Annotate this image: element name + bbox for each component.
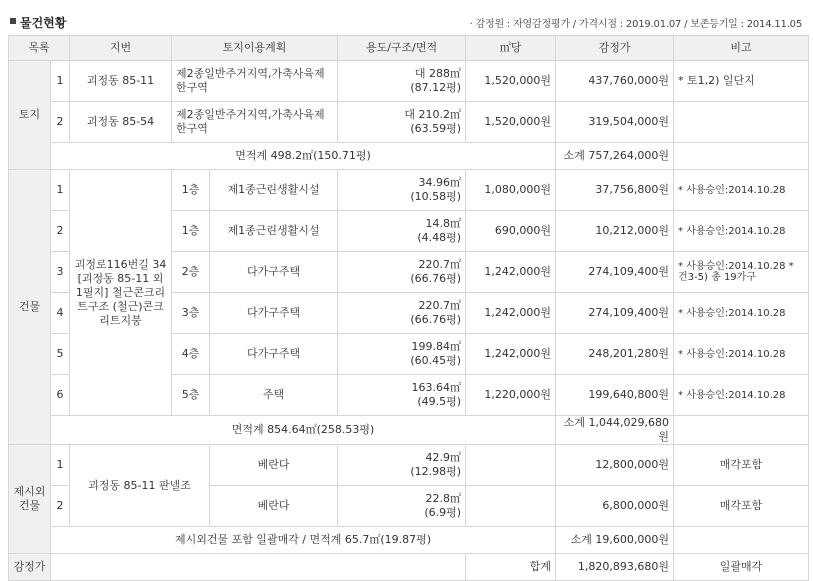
floor-cell: 3층 (172, 293, 210, 334)
land-subtotal: 소계 757,264,000원 (556, 143, 674, 170)
appraisal-category: 감정가 (9, 554, 51, 581)
use-cell: 제1종근린생활시설 (210, 211, 338, 252)
table-row (9, 170, 809, 211)
subtotal-row (9, 143, 809, 170)
price-cell: 12,800,000원 (556, 445, 674, 486)
empty-cell (674, 416, 809, 445)
use-cell: 다가구주택 (210, 252, 338, 293)
per-m2-cell: 1,080,000원 (466, 170, 556, 211)
empty-cell (674, 527, 809, 554)
use-cell: 다가구주택 (210, 334, 338, 375)
col-header-per-m2: ㎡당 (466, 36, 556, 61)
subtotal-row (9, 527, 809, 554)
note-cell: * 사용승인:2014.10.28 (674, 334, 809, 375)
extra-building-category: 제시외건물 (9, 445, 51, 554)
note-cell: 매각포함 (674, 486, 809, 527)
pyeong-value: (49.5평) (417, 395, 462, 408)
land-plan-cell: 제2종일반주거지역,가축사육제한구역 (172, 61, 338, 102)
use-cell: 베란다 (210, 445, 338, 486)
per-m2-cell: 1,242,000원 (466, 334, 556, 375)
area-cell (338, 334, 466, 375)
per-m2-cell: 1,242,000원 (466, 293, 556, 334)
area-value: 14.8㎡ (425, 217, 462, 230)
area-cell (338, 61, 466, 102)
appraisal-meta: · 감정원 : 자영감정평가 / 가격시점 : 2019.01.07 / 보존등기일 : 2014.11.05 (469, 19, 802, 30)
note-cell: * 사용승인:2014.10.28 (674, 170, 809, 211)
floor-cell: 5층 (172, 375, 210, 416)
price-cell: 248,201,280원 (556, 334, 674, 375)
use-cell: 다가구주택 (210, 293, 338, 334)
extra-subtotal: 소계 19,600,000원 (556, 527, 674, 554)
area-cell (338, 170, 466, 211)
col-header-appraisal: 감정가 (556, 36, 674, 61)
note-cell (674, 102, 809, 143)
table-row (9, 61, 809, 102)
area-value: 34.96㎡ (418, 176, 462, 189)
per-m2-cell: 1,520,000원 (466, 102, 556, 143)
col-header-land-plan: 토지이용계획 (172, 36, 338, 61)
extra-area-total: 제시외건물 포함 일괄매각 / 면적계 65.7㎡(19.87평) (51, 527, 556, 554)
note-cell: * 사용승인:2014.10.28 (674, 375, 809, 416)
extra-building-address: 괴정동 85-11 판넬조 (70, 445, 210, 527)
empty-cell (51, 554, 466, 581)
row-number: 3 (51, 252, 70, 293)
building-area-total: 면적계 854.64㎡(258.53평) (51, 416, 556, 445)
col-header-list: 목록 (9, 36, 70, 61)
subtotal-row (9, 416, 809, 445)
row-number: 2 (51, 102, 70, 143)
area-value: 대 288㎡ (414, 67, 462, 80)
floor-cell: 4층 (172, 334, 210, 375)
col-header-use-area: 용도/구조/면적 (338, 36, 466, 61)
table-row (9, 445, 809, 486)
col-header-jibun: 지번 (70, 36, 172, 61)
pyeong-value: (66.76평) (410, 313, 462, 326)
building-category: 건물 (9, 170, 51, 445)
pyeong-value: (4.48평) (417, 231, 462, 244)
per-m2-cell: 1,242,000원 (466, 252, 556, 293)
jibun-cell: 괴정동 85-11 (70, 61, 172, 102)
floor-cell: 1층 (172, 170, 210, 211)
use-cell: 주택 (210, 375, 338, 416)
total-value: 1,820,893,680원 (556, 554, 674, 581)
jibun-cell: 괴정동 85-54 (70, 102, 172, 143)
row-number: 2 (51, 486, 70, 527)
section-title: 물건현황 (20, 16, 67, 30)
per-m2-cell: 1,220,000원 (466, 375, 556, 416)
per-m2-cell: 690,000원 (466, 211, 556, 252)
area-cell (338, 252, 466, 293)
empty-cell (466, 445, 556, 486)
area-value: 22.8㎡ (425, 492, 462, 505)
bullet-icon (10, 18, 16, 24)
row-number: 6 (51, 375, 70, 416)
per-m2-cell: 1,520,000원 (466, 61, 556, 102)
total-row (9, 554, 809, 581)
note-cell: * 사용승인:2014.10.28 * 건3-5) 총 19가구 (674, 252, 809, 293)
total-note: 일괄매각 (674, 554, 809, 581)
land-area-total: 면적계 498.2㎡(150.71평) (51, 143, 556, 170)
price-cell: 37,756,800원 (556, 170, 674, 211)
area-cell (338, 211, 466, 252)
land-category: 토지 (9, 61, 51, 170)
row-number: 4 (51, 293, 70, 334)
building-address: 괴정로116번길 34 [괴정동 85-11 외 1필지] 철근콘크리트구조 (철근)콘크리트지붕 (70, 170, 172, 416)
area-value: 199.84㎡ (411, 340, 462, 353)
area-value: 대 210.2㎡ (404, 108, 462, 121)
area-value: 163.64㎡ (411, 381, 462, 394)
col-header-note: 비고 (674, 36, 809, 61)
pyeong-value: (10.58평) (410, 190, 462, 203)
pyeong-value: (12.98평) (410, 465, 462, 478)
empty-cell (674, 143, 809, 170)
table-row (9, 102, 809, 143)
pyeong-value: (60.45평) (410, 354, 462, 367)
price-cell: 437,760,000원 (556, 61, 674, 102)
price-cell: 199,640,800원 (556, 375, 674, 416)
land-plan-cell: 제2종일반주거지역,가축사육제한구역 (172, 102, 338, 143)
row-number: 1 (51, 170, 70, 211)
row-number: 1 (51, 445, 70, 486)
area-value: 42.9㎡ (425, 451, 462, 464)
area-cell (338, 293, 466, 334)
row-number: 1 (51, 61, 70, 102)
pyeong-value: (87.12평) (410, 81, 462, 94)
price-cell: 319,504,000원 (556, 102, 674, 143)
floor-cell: 1층 (172, 211, 210, 252)
pyeong-value: (66.76평) (410, 272, 462, 285)
area-cell (338, 445, 466, 486)
price-cell: 274,109,400원 (556, 252, 674, 293)
empty-cell (466, 486, 556, 527)
building-subtotal: 소계 1,044,029,680원 (556, 416, 674, 445)
note-cell: * 사용승인:2014.10.28 (674, 211, 809, 252)
row-number: 5 (51, 334, 70, 375)
pyeong-value: (6.9평) (424, 506, 462, 519)
property-status-table (8, 35, 809, 581)
note-cell: 매각포함 (674, 445, 809, 486)
table-header-row (9, 36, 809, 61)
section-title-bar (8, 12, 808, 34)
use-cell: 베란다 (210, 486, 338, 527)
floor-cell: 2층 (172, 252, 210, 293)
use-cell: 제1종근린생활시설 (210, 170, 338, 211)
area-cell (338, 375, 466, 416)
pyeong-value: (63.59평) (410, 122, 462, 135)
price-cell: 6,800,000원 (556, 486, 674, 527)
note-cell: * 사용승인:2014.10.28 (674, 293, 809, 334)
area-value: 220.7㎡ (418, 258, 462, 271)
area-cell (338, 102, 466, 143)
price-cell: 274,109,400원 (556, 293, 674, 334)
price-cell: 10,212,000원 (556, 211, 674, 252)
total-label: 합계 (466, 554, 556, 581)
area-cell (338, 486, 466, 527)
area-value: 220.7㎡ (418, 299, 462, 312)
row-number: 2 (51, 211, 70, 252)
note-cell: * 토1,2) 일단지 (674, 61, 809, 102)
